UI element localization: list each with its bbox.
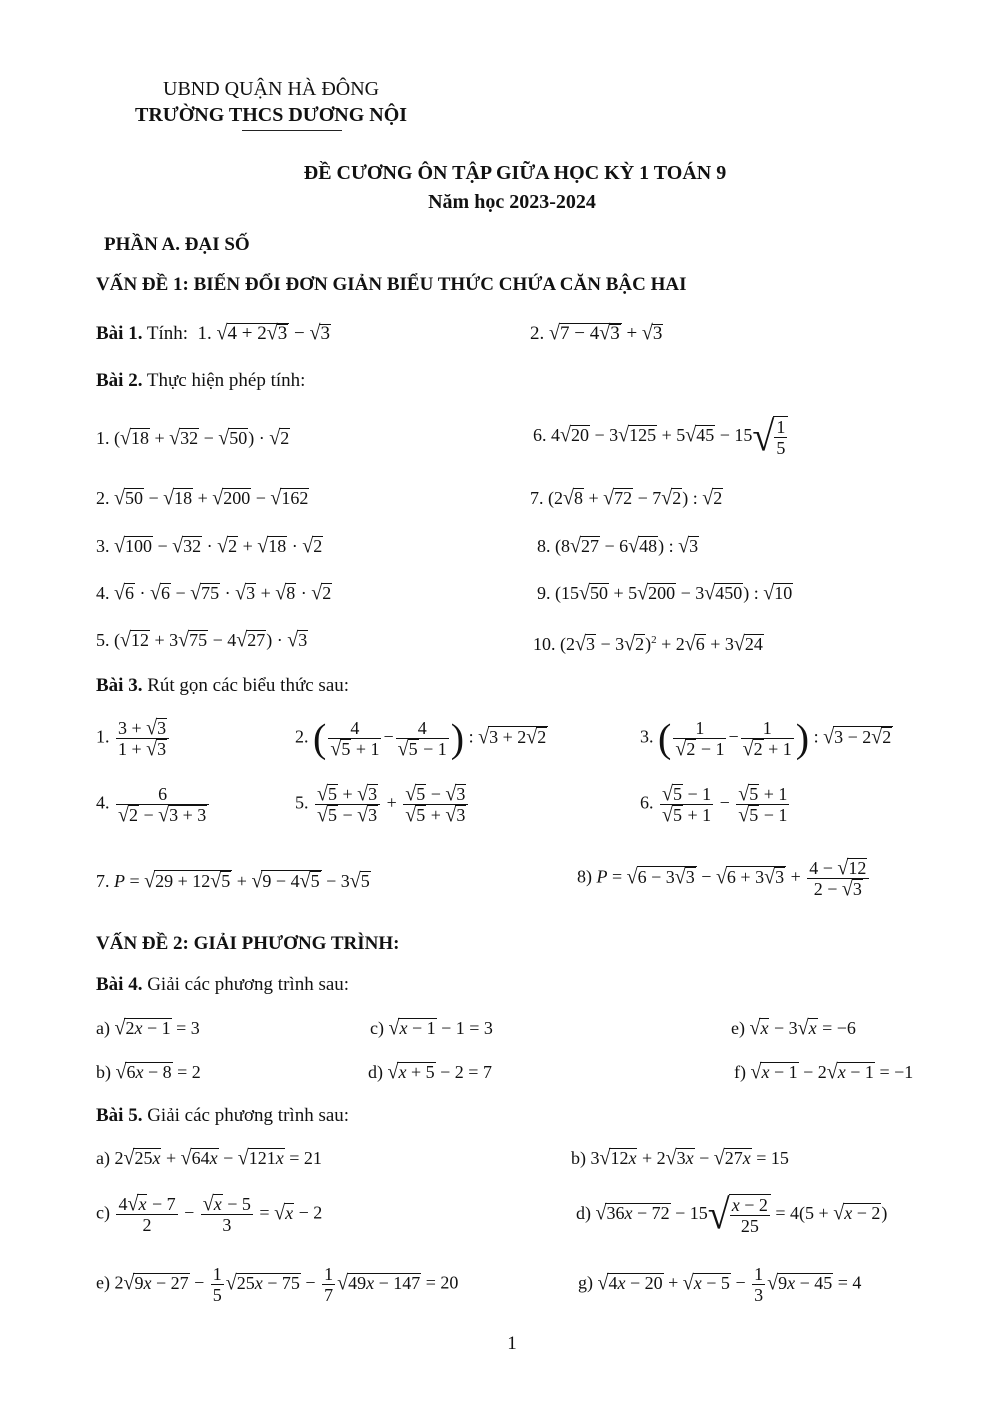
exercise-4-item-f: f) √x − 1 − 2√x − 1 = −1 [734, 1060, 914, 1084]
page-number: 1 [507, 1333, 517, 1354]
school-year: Năm học 2023-2024 [428, 191, 596, 213]
exercise-4 [96, 974, 349, 996]
exercise-text: Tính: [146, 323, 189, 344]
item-number: 2. [530, 323, 545, 344]
math-expression: √7 − 4√3 + √3 [549, 321, 663, 345]
exercise-label: Bài 1. [96, 323, 143, 344]
exercise-4-item-d: d) √x + 5 − 2 = 7 [368, 1060, 492, 1084]
exercise-2-item-3: 3. √100 − √32 · √2 + √18 · √2 [96, 534, 323, 558]
part-heading: PHẦN A. ĐẠI SỐ [104, 234, 250, 255]
exercise-3 [96, 675, 349, 697]
exercise-text: Thực hiện phép tính: [146, 370, 306, 391]
exercise-3-item-4: 4. $\frac{6}{√2 - √3 + 3}$ [96, 784, 211, 825]
header-underline [242, 130, 342, 131]
exercise-5-item-g: g) √4x − 20 + √x − 5 − $\frac{1}{3}$ √9x − 45 = 4 [578, 1264, 862, 1305]
math-expression: √4 + 2√3 − √3 [216, 321, 330, 345]
exercise-5-item-a: a) 2√25x + √64x − √121x = 21 [96, 1146, 322, 1170]
exercise-3-item-5: 5. $\frac{√5 + √3}{√5 - √3}$ + $\frac{√5 - √3}{√5 + √3}$ [295, 784, 470, 825]
exercise-label: Bài 5. [96, 1105, 143, 1126]
exercise-2-item-5: 5. (√12 + 3√75 − 4√27) · √3 [96, 628, 308, 652]
exercise-3-item-1: 1. $\frac{3 + √3}{1 + √3}$ [96, 718, 171, 759]
exercise-3-item-8: 8) P = √6 − 3√3 − √6 + 3√3 + $\frac{4 - √12}{2 - √3}$ [577, 858, 871, 899]
document-title: ĐỀ CƯƠNG ÔN TẬP GIỮA HỌC KỲ 1 TOÁN 9 [303, 162, 727, 184]
exercise-3-item-3: 3. ( $\frac{1}{√2 - 1}$ − $\frac{1}{√2 + 1}$ ) : √3 − 2√2 [640, 715, 892, 761]
district-name: UBND QUẬN HÀ ĐÔNG [163, 78, 380, 100]
exercise-label: Bài 3. [96, 675, 143, 696]
exercise-5-item-e: e) 2√9x − 27 − $\frac{1}{5}$ √25x − 75 − $\frac{1}{7}$ √49x − 147 = 20 [96, 1264, 459, 1305]
exercise-5 [96, 1105, 349, 1127]
exercise-5-item-c: c) $\frac{4√x - 7}{2}$ − $\frac{√x - 5}{3}$ = √x − 2 [96, 1192, 323, 1235]
exercise-2-item-9: 9. (15√50 + 5√200 − 3√450) : √10 [537, 581, 793, 605]
exercise-2-item-4: 4. √6 · √6 − √75 · √3 + √8 · √2 [96, 581, 332, 605]
exercise-3-item-6: 6. $\frac{√5 - 1}{√5 + 1}$ − $\frac{√5 + 1}{√5 - 1}$ [640, 782, 788, 827]
exercise-2-item-6: 6. 4√20 − 3√125 + 5√45 − 15√ $\frac{1}{5}$ [533, 416, 788, 458]
item-number: 1. [197, 323, 212, 344]
exercise-5-item-b: b) 3√12x + 2√3x − √27x = 15 [571, 1146, 789, 1170]
exercise-2-item-10: 10. $(2√3 - 3√2)^2 + 2√6 + 3√24$ [533, 632, 763, 656]
exercise-2-item-2: 2. √50 − √18 + √200 − √162 [96, 486, 309, 510]
topic1-heading: VẤN ĐỀ 1: BIẾN ĐỔI ĐƠN GIẢN BIỂU THỨC CHỨA CĂN BẬC HAI [96, 274, 687, 295]
exercise-4-item-c: c) √x − 1 − 1 = 3 [370, 1016, 493, 1040]
exercise-3-item-2: 2. ( $\frac{4}{√5 + 1}$ − $\frac{4}{√5 - 1}$ ) : √3 + 2√2 [295, 715, 547, 761]
exercise-1-item-2 [530, 322, 663, 345]
exercise-2-item-8: 8. (8√27 − 6√48) : √3 [537, 534, 699, 558]
exercise-text: Giải các phương trình sau: [147, 974, 350, 995]
exercise-label: Bài 2. [96, 370, 143, 391]
exercise-4-item-e: e) √x − 3√x = −6 [731, 1016, 856, 1040]
exercise-2-item-1: 1. (√18 + √32 − √50) · √2 [96, 426, 290, 450]
exercise-5-item-d: d) √36x − 72 − 15√ $\frac{x - 2}{25}$ = 4(5 + √x − 2) [576, 1190, 888, 1239]
exercise-1 [96, 322, 331, 345]
exercise-4-item-b: b) √6x − 8 = 2 [96, 1060, 201, 1084]
school-name: TRƯỜNG THCS DƯƠNG NỘI [135, 104, 408, 126]
exercise-text: Rút gọn các biểu thức sau: [147, 675, 350, 696]
exercise-3-item-7: 7. P = √29 + 12√5 + √9 − 4√5 − 3√5 [96, 869, 370, 893]
exercise-2-item-7: 7. (2√8 + √72 − 7√2) : √2 [530, 486, 723, 510]
exercise-text: Giải các phương trình sau: [147, 1105, 350, 1126]
exercise-4-item-a: a) √2x − 1 = 3 [96, 1016, 200, 1040]
topic2-heading: VẤN ĐỀ 2: GIẢI PHƯƠNG TRÌNH: [96, 933, 400, 954]
exercise-2 [96, 370, 305, 392]
exercise-label: Bài 4. [96, 974, 143, 995]
